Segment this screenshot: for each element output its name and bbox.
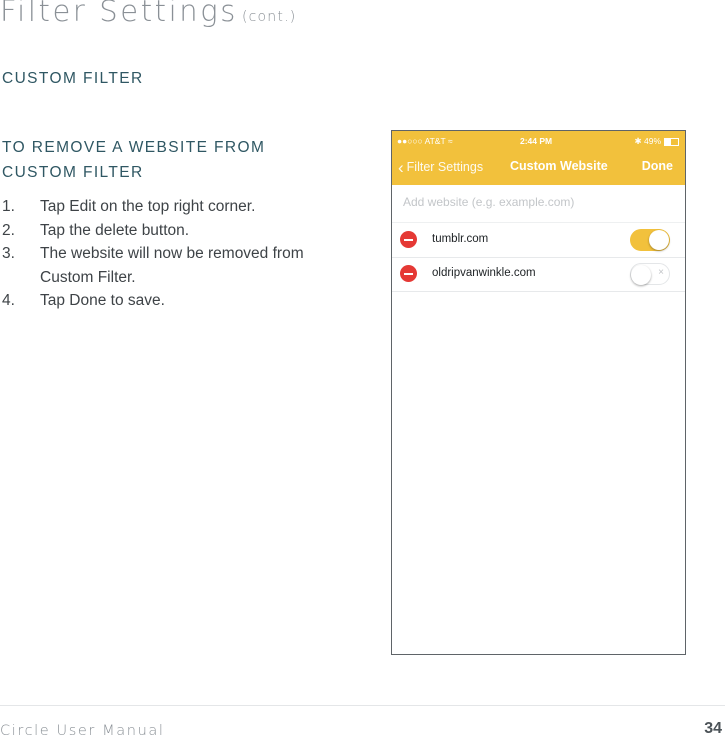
website-row <box>392 222 685 258</box>
done-button[interactable]: Done <box>641 159 673 173</box>
step-text: The website will now be removed from Custom Filter. <box>40 245 304 286</box>
status-carrier <box>397 136 453 146</box>
page-title-suffix: (cont.) <box>241 9 297 25</box>
status-bar <box>392 135 685 149</box>
phone-screenshot <box>391 130 686 655</box>
page-title-text: Filter Settings <box>0 0 238 28</box>
toggle-knob <box>631 265 651 285</box>
nav-bar <box>392 155 685 181</box>
page-number: 34 <box>704 720 722 737</box>
footer-divider <box>0 705 725 706</box>
step-item <box>2 289 332 313</box>
back-button[interactable] <box>398 158 483 178</box>
phone-header <box>392 131 685 185</box>
step-text: Tap Edit on the top right corner. <box>40 198 256 215</box>
step-number: 3. <box>2 245 15 262</box>
step-number: 2. <box>2 221 15 239</box>
bluetooth-icon: ✱ <box>634 136 642 146</box>
website-name: tumblr.com <box>432 233 489 245</box>
battery-icon <box>664 138 679 146</box>
website-row <box>392 257 685 292</box>
delete-button[interactable] <box>400 265 417 282</box>
page-title <box>0 0 296 28</box>
carrier-text: ●●○○○ AT&T <box>397 136 446 146</box>
back-label: Filter Settings <box>406 160 484 174</box>
close-icon: × <box>658 267 664 278</box>
nav-title: Custom Website <box>510 159 608 173</box>
step-item <box>2 219 332 243</box>
footer-manual-title: Circle User Manual <box>0 723 165 739</box>
battery-percent: 49% <box>643 136 661 146</box>
wifi-icon: ≈ <box>447 136 453 146</box>
step-item <box>2 195 332 219</box>
website-toggle[interactable] <box>630 229 670 251</box>
website-name: oldripvanwinkle.com <box>432 267 536 279</box>
step-text: Tap the delete button. <box>40 221 190 239</box>
step-number: 4. <box>2 292 15 309</box>
status-time: 2:44 PM <box>520 136 553 146</box>
website-toggle[interactable] <box>630 263 670 285</box>
section-title: CUSTOM FILTER <box>2 70 144 87</box>
status-right <box>634 136 679 147</box>
toggle-knob <box>649 230 669 250</box>
add-website-input[interactable]: Add website (e.g. example.com) <box>403 195 575 209</box>
delete-button[interactable] <box>400 231 417 248</box>
steps-list <box>2 195 332 313</box>
subsection-title: TO REMOVE A WEBSITE FROM CUSTOM FILTER <box>2 139 266 181</box>
step-item <box>2 242 332 289</box>
chevron-left-icon: ‹ <box>398 158 404 177</box>
step-text: Tap Done to save. <box>40 292 165 309</box>
step-number: 1. <box>2 198 15 215</box>
